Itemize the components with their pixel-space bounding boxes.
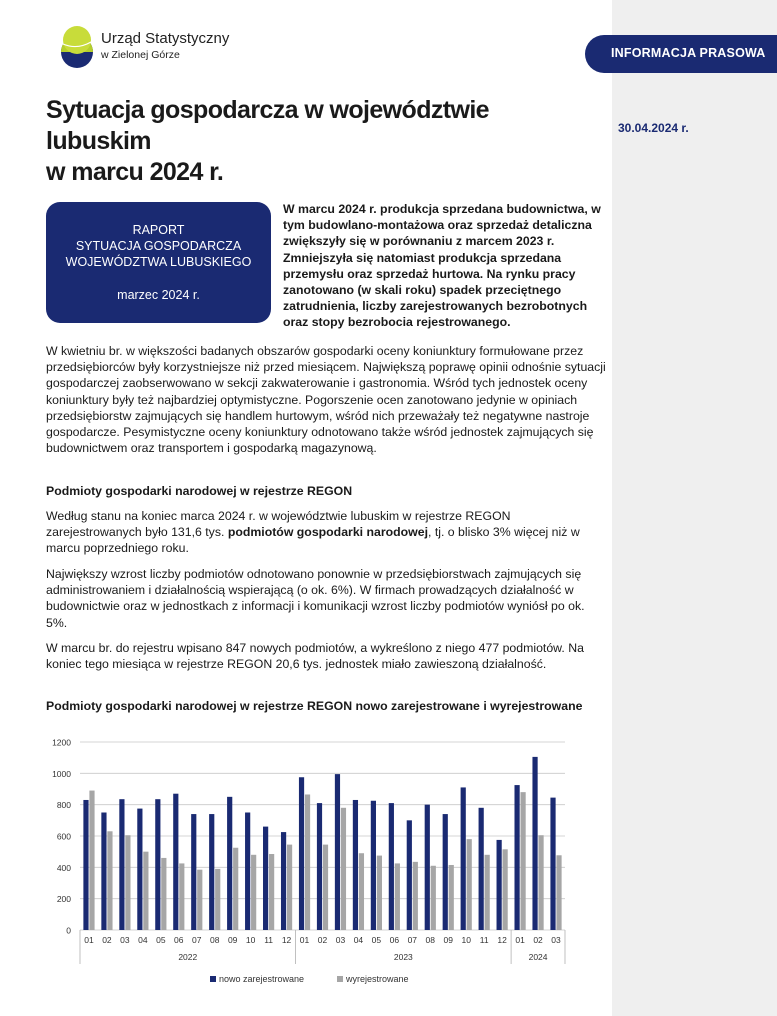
- bar-deregistered: [215, 869, 220, 930]
- bar-new: [83, 800, 88, 930]
- y-tick-label: 1200: [52, 737, 71, 748]
- x-tick-label: 02: [317, 935, 328, 945]
- logo-text-line1: Urząd Statystyczny: [101, 30, 230, 47]
- bar-deregistered: [413, 862, 418, 930]
- bar-deregistered: [89, 791, 94, 930]
- bar-new: [353, 800, 358, 930]
- x-tick-label: 08: [425, 935, 436, 945]
- page-title: [46, 95, 596, 188]
- x-tick-label: 12: [497, 935, 507, 945]
- legend-swatch: [210, 976, 216, 982]
- group-label: 2023: [393, 952, 413, 962]
- x-tick-label: 04: [138, 935, 148, 945]
- bar-deregistered: [107, 831, 112, 930]
- bar-new: [532, 757, 537, 930]
- regon-bar-chart: [40, 728, 580, 993]
- bar-new: [425, 805, 430, 930]
- group-label: 2024: [528, 952, 548, 962]
- title-line1: Sytuacja gospodarcza w województwie lubuskim: [46, 96, 489, 155]
- bar-deregistered: [503, 849, 508, 930]
- bar-deregistered: [179, 863, 184, 930]
- x-tick-label: 01: [299, 935, 310, 945]
- bar-deregistered: [305, 794, 310, 930]
- x-tick-label: 03: [335, 935, 346, 945]
- bar-deregistered: [251, 855, 256, 930]
- bar-new: [389, 803, 394, 930]
- group-label: 2022: [178, 952, 198, 962]
- bar-new: [155, 799, 160, 930]
- bar-deregistered: [556, 855, 561, 930]
- report-box-line3: WOJEWÓDZTWA LUBUSKIEGO: [65, 255, 252, 269]
- section-heading-regon: Podmioty gospodarki narodowej w rejestrze REGON: [46, 484, 353, 498]
- right-sidebar: [612, 0, 777, 1016]
- x-tick-label: 05: [371, 935, 382, 945]
- regon-text-c: , tj. o blisko 3% więcej niż w marcu poprzedniego roku.: [46, 525, 580, 556]
- y-tick-label: 1000: [52, 768, 71, 779]
- bar-deregistered: [467, 839, 472, 930]
- report-link-box[interactable]: [46, 202, 271, 323]
- y-tick-label: 800: [56, 800, 71, 811]
- bar-new: [497, 840, 502, 930]
- paragraph-regon-growth: Największy wzrost liczby podmiotów odnotowano ponownie w przedsiębiorstwach zajmujących się administrowaniem i działalnością wspierającą (o ok. 6%). W firmach prowadzących działalność w budownictwie oraz w jednostkach z informacji i komunikacji wzrost liczby podmiotów wyniósł po ok. 5%.: [46, 567, 585, 630]
- bar-deregistered: [377, 856, 382, 930]
- x-tick-label: 07: [407, 935, 418, 945]
- bar-new: [281, 832, 286, 930]
- x-tick-label: 08: [209, 935, 220, 945]
- bar-deregistered: [431, 866, 436, 930]
- y-tick-label: 0: [66, 925, 71, 936]
- bar-new: [227, 797, 232, 930]
- bar-new: [461, 787, 466, 930]
- bar-new: [299, 777, 304, 930]
- bar-deregistered: [287, 845, 292, 930]
- x-tick-label: 06: [389, 935, 400, 945]
- bar-deregistered: [125, 835, 130, 930]
- title-line2: w marcu 2024 r.: [46, 158, 224, 186]
- bar-new: [101, 813, 106, 931]
- bar-new: [317, 803, 322, 930]
- regon-text-a: Według stanu na koniec marca 2024 r. w województwie lubuskim w rejestrze REGON zarejestrowanych było 131,6 tys.: [46, 509, 511, 540]
- x-tick-label: 05: [156, 935, 166, 945]
- bar-new: [514, 785, 519, 930]
- bar-new: [173, 794, 178, 930]
- bar-new: [550, 798, 555, 930]
- bar-deregistered: [323, 845, 328, 930]
- bar-deregistered: [485, 855, 490, 930]
- bar-deregistered: [449, 865, 454, 930]
- bar-deregistered: [341, 808, 346, 930]
- x-tick-label: 10: [461, 935, 471, 945]
- paragraph-business-climate: W kwietniu br. w większości badanych obszarów gospodarki oceny koniunktury formułowane przez przedsiębiorców były korzystniejsze niż przed miesiącem. Największą poprawę opinii odnośnie sytuacji gospodarczej zaobserwowano w sekcji zakwaterowanie i gastronomia. Wśród tych jednostek oceny koniunktury były też najbardziej optymistyczne. Pogorszenie ocen zanotowano jedynie w opiniach przedsiębiorstw zajmujących się handlem hurtowym, wśród nich przeważały też negatywne nastroje gospodarcze. Pesymistyczne oceny koniunktury odnotowano także wśród jednostek zajmujących się budownictwem oraz transportem i gospodarką magazynową.: [46, 344, 606, 456]
- bar-deregistered: [395, 863, 400, 930]
- y-tick-label: 400: [56, 862, 71, 873]
- legend-swatch: [337, 976, 343, 982]
- report-box-line1: RAPORT: [132, 223, 185, 237]
- bar-new: [209, 814, 214, 930]
- x-tick-label: 10: [245, 935, 256, 945]
- bar-new: [245, 813, 250, 931]
- paragraph-regon-total: [46, 508, 606, 557]
- chart-svg: [40, 728, 580, 993]
- y-tick-label: 600: [56, 831, 71, 842]
- x-tick-label: 11: [264, 935, 274, 945]
- x-tick-label: 06: [174, 935, 184, 945]
- x-tick-label: 09: [443, 935, 453, 945]
- bar-new: [335, 774, 340, 930]
- bar-deregistered: [269, 854, 274, 930]
- bar-new: [443, 814, 448, 930]
- x-tick-label: 02: [533, 935, 543, 945]
- bar-deregistered: [143, 852, 148, 930]
- bar-new: [479, 808, 484, 930]
- logo-icon: [60, 22, 96, 70]
- x-tick-label: 09: [227, 935, 238, 945]
- logo-text-line2: w Zielonej Górze: [101, 49, 180, 61]
- lead-paragraph: W marcu 2024 r. produkcja sprzedana budownictwa, w tym budowlano-montażowa oraz sprzedaż detaliczna zwiększyły się w porównaniu z marcem 2023 r. Zmniejszyła się natomiast produkcja sprzedana przemysłu oraz sprzedaż hurtowa. Na rynku pracy zanotowano (w skali roku) spadek przeciętnego zatrudnienia, liczby zarejestrowanych bezrobotnych oraz stopy bezrobocia rejestrowanego.: [283, 202, 601, 330]
- bar-new: [119, 799, 124, 930]
- bar-deregistered: [520, 792, 525, 930]
- x-tick-label: 01: [515, 935, 525, 945]
- legend-label: nowo zarejestrowane: [219, 974, 305, 984]
- bar-deregistered: [197, 870, 202, 930]
- x-tick-label: 01: [84, 935, 94, 945]
- chart-title: Podmioty gospodarki narodowej w rejestrze REGON nowo zarejestrowane i wyrejestrowane: [46, 699, 583, 713]
- report-box-line2: SYTUACJA GOSPODARCZA: [75, 239, 242, 253]
- x-tick-label: 03: [551, 935, 561, 945]
- bar-deregistered: [359, 853, 364, 930]
- bar-new: [263, 827, 268, 930]
- x-tick-label: 02: [102, 935, 112, 945]
- bar-deregistered: [161, 858, 166, 930]
- bar-new: [371, 801, 376, 930]
- y-tick-label: 200: [56, 894, 71, 905]
- x-tick-label: 12: [281, 935, 292, 945]
- institution-logo: [60, 22, 260, 72]
- bar-new: [191, 814, 196, 930]
- bar-deregistered: [233, 848, 238, 930]
- report-box-date: marzec 2024 r.: [117, 288, 200, 302]
- release-date: 30.04.2024 r.: [618, 121, 689, 135]
- x-tick-label: 03: [120, 935, 130, 945]
- x-tick-label: 07: [192, 935, 202, 945]
- regon-text-bold: podmiotów gospodarki narodowej: [227, 525, 428, 540]
- press-release-label: INFORMACJA PRASOWA: [611, 46, 766, 60]
- bar-new: [137, 809, 142, 930]
- bar-new: [407, 820, 412, 930]
- bar-deregistered: [538, 835, 543, 930]
- paragraph-regon-march: W marcu br. do rejestru wpisano 847 nowych podmiotów, a wykreślono z niego 477 podmiotów. Na koniec tego miesiąca w rejestrze REGON 20,6 tys. jednostek miało zawieszoną działalność.: [46, 641, 584, 672]
- x-tick-label: 04: [353, 935, 364, 945]
- x-tick-label: 11: [479, 935, 489, 945]
- press-release-tab: [585, 35, 777, 73]
- legend-label: wyrejestrowane: [346, 974, 409, 984]
